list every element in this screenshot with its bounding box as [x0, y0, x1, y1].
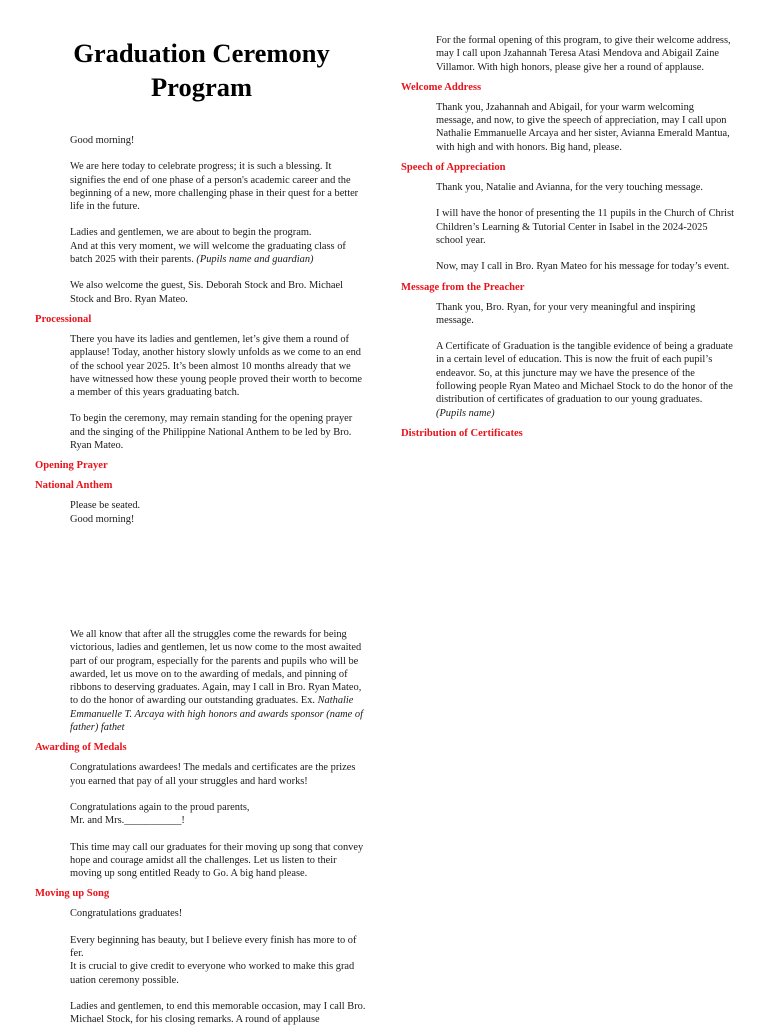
awards-example-label: Ex. [300, 695, 316, 707]
intro-line-a: Ladies and gentlemen, we are about to begin the program. [70, 227, 312, 239]
awards-example-text: Nathalie Emmanuelle T. Arcaya with high honors and awards sponsor (name of father) fathet [70, 695, 363, 734]
left-column [35, 0, 368, 1026]
intro-paragraph-2 [35, 226, 368, 266]
intro-line-b: And at this very moment, we will welcome the graduating class of batch 2025 with their parents. [70, 240, 346, 266]
page-title [35, 36, 368, 104]
good-morning-text-2: Good morning! [70, 513, 135, 525]
opening-paragraph: For the formal opening of this program, to give their welcome address, may I call upon Jzahannah Teresa Atasi Mendova and Abigail Zaine Villamor. With high honors, please give her a round of applause. [436, 35, 731, 73]
intro-paragraph-3: We also welcome the guest, Sis. Deborah Stock and Bro. Michael Stock and Bro. Ryan Mateo. [70, 280, 344, 305]
preacher-text: A Certificate of Graduation is the tangible evidence of being a graduate in a certain level of education. This is now the fruit of each pupil’s endeavor. So, at this juncture may we have the presence of the following people Ryan Mateo and Michael Stock to do the honor of the distribution of certificates of graduation to our young graduates. [436, 341, 733, 406]
processional-paragraph-2: To begin the ceremony, may remain standing for the opening prayer and the singing of the Philippine National Anthem to be led by Bro. Ryan Mateo. [70, 413, 353, 452]
heading-speech-of-appreciation: Speech of Appreciation [401, 162, 506, 174]
moving-up-line-b: It is crucial to give credit to everyone who worked to make this grad uation ceremony possible. [70, 961, 355, 986]
heading-national-anthem: National Anthem [35, 480, 113, 492]
heading-message-from-preacher: Message from the Preacher [401, 281, 525, 293]
preacher-note: (Pupils name) [436, 407, 495, 419]
title-line-2: Program [150, 72, 253, 102]
title-line-1: Graduation Ceremony [73, 38, 330, 68]
preacher-paragraph-2 [401, 340, 734, 420]
heading-opening-prayer: Opening Prayer [35, 460, 108, 472]
awards-paragraph [35, 628, 368, 734]
heading-awarding-medals: Awarding of Medals [35, 742, 127, 754]
heading-processional: Processional [35, 313, 92, 325]
welcome-paragraph: Thank you, Jzahannah and Abigail, for your warm welcoming message, and now, to give the speech of appreciation, may I call upon Nathalie Emmanuelle Arcaya and her sister, Avianna Emerald Mantua, with high and with honors. Big hand, please. [436, 101, 730, 153]
heading-distribution-of-certificates: Distribution of Certificates [401, 427, 523, 439]
intro-paragraph-1: We are here today to celebrate progress; it is such a blessing. It signifies the end of one phase of a person's academic career and the beginning of a new, more challenging phase in their quest for a better life in the future. [70, 161, 359, 213]
medals-paragraph-2: Congratulations again to the proud parents, Mr. and Mrs.___________! [70, 801, 250, 827]
appreciation-paragraph-1: Thank you, Natalie and Avianna, for the very touching message. [436, 182, 703, 194]
right-column [401, 34, 734, 440]
seated-text: Please be seated. [70, 500, 141, 512]
appreciation-paragraph-2: I will have the honor of presenting the 11 pupils in the Church of Christ Children’s Learning & Tutorial Center in Isabel in the 2024-2025 school year. [436, 208, 735, 246]
medals-paragraph-1: Congratulations awardees! The medals and certificates are the prizes you earned that pay of all your struggles and hard works! [70, 762, 356, 787]
medals-paragraph-3: This time may call our graduates for their moving up song that convey hope and courage amidst all the challenges. Let us listen to their moving up song entitled Ready to Go. A big hand please. [70, 841, 364, 880]
intro-note: (Pupils name and guardian) [196, 254, 314, 266]
heading-moving-up-song: Moving up Song [35, 888, 110, 900]
moving-up-line-a: Every beginning has beauty, but I believe every finish has more to of fer. [70, 934, 357, 959]
appreciation-paragraph-3: Now, may I call in Bro. Ryan Mateo for his message for today’s event. [436, 261, 730, 273]
seated-paragraph [35, 499, 368, 526]
closing-paragraph: Ladies and gentlemen, to end this memorable occasion, may I call Bro. Michael Stock, for his closing remarks. A round of applause [70, 1000, 366, 1026]
moving-up-paragraph-2 [35, 934, 368, 987]
awards-text: We all know that after all the struggles come the rewards for being victorious, ladies and gentlemen, let us now come to the most awaited part of our program, especially for the parents and pupils who will be awarded, let us move on to the awarding of medals, and pinning of ribbons to deserving graduates. Again, may I call in Bro. Ryan Mateo, to do the honor of awarding our outstanding graduates. [70, 628, 362, 707]
moving-up-paragraph-1: Congratulations graduates! [70, 908, 183, 920]
heading-welcome-address: Welcome Address [401, 81, 482, 93]
preacher-paragraph-1: Thank you, Bro. Ryan, for your very meaningful and inspiring message. [436, 301, 696, 326]
good-morning-text: Good morning! [70, 135, 135, 146]
processional-paragraph-1: There you have its ladies and gentlemen, let’s give them a round of applause! Today, another history slowly unfolds as we come to an end of the school year 2025. It’s been almost 10 months already that we have witnessed how these young people proved their worth to become a member of this years graduating batch. [70, 333, 363, 399]
